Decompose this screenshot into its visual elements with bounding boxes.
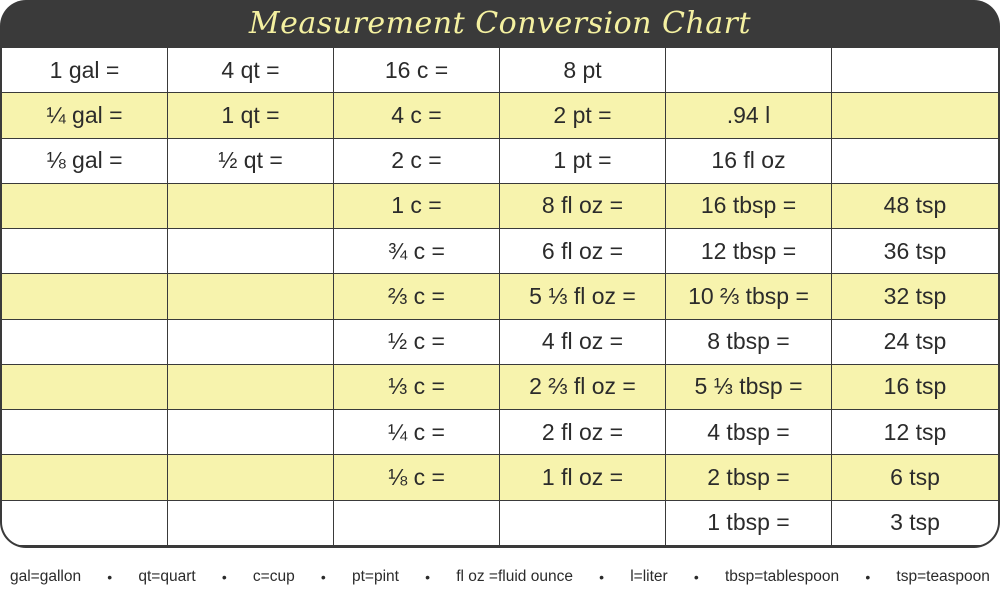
legend-item: c=cup bbox=[252, 568, 295, 585]
table-cell: 2 ⅔ fl oz = bbox=[500, 365, 665, 409]
legend-item: pt=pint bbox=[351, 568, 399, 585]
table-cell: ¼ c = bbox=[334, 410, 499, 454]
table-cell bbox=[168, 455, 333, 499]
table-cell: 8 fl oz = bbox=[500, 184, 665, 228]
table-cell bbox=[168, 274, 333, 318]
table-cell: 16 tbsp = bbox=[666, 184, 831, 228]
table-cell: 4 qt = bbox=[168, 48, 333, 92]
table-cell bbox=[500, 501, 665, 545]
table-cell: 12 tsp bbox=[832, 410, 998, 454]
table-cell: 16 fl oz bbox=[666, 139, 831, 183]
table-cell: 48 tsp bbox=[832, 184, 998, 228]
table-cell: 1 tbsp = bbox=[666, 501, 831, 545]
legend-item: tbsp=tablespoon bbox=[724, 568, 840, 585]
legend-separator: • bbox=[865, 569, 871, 585]
table-cell: ¼ gal = bbox=[2, 93, 167, 137]
table-cell: 2 fl oz = bbox=[500, 410, 665, 454]
table-cell: 2 tbsp = bbox=[666, 455, 831, 499]
legend-item: tsp=teaspoon bbox=[896, 568, 990, 585]
table-cell: 4 c = bbox=[334, 93, 499, 137]
table-cell: 1 gal = bbox=[2, 48, 167, 92]
table-cell bbox=[666, 48, 831, 92]
table-cell: 8 pt bbox=[500, 48, 665, 92]
table-cell: ½ qt = bbox=[168, 139, 333, 183]
table-cell: 2 c = bbox=[334, 139, 499, 183]
title-bar bbox=[0, 0, 1000, 48]
table-cell bbox=[168, 229, 333, 273]
table-cell bbox=[2, 274, 167, 318]
table-cell bbox=[2, 229, 167, 273]
table-cell: 4 tbsp = bbox=[666, 410, 831, 454]
conversion-table bbox=[2, 48, 998, 546]
legend-separator: • bbox=[320, 569, 326, 585]
legend-separator: • bbox=[221, 569, 227, 585]
table-cell bbox=[2, 410, 167, 454]
table-cell: .94 l bbox=[666, 93, 831, 137]
legend-separator: • bbox=[107, 569, 113, 585]
legend-separator: • bbox=[693, 569, 699, 585]
table-cell bbox=[2, 320, 167, 364]
table-cell: 6 fl oz = bbox=[500, 229, 665, 273]
table-cell bbox=[832, 48, 998, 92]
table-cell bbox=[168, 365, 333, 409]
table-cell: 1 pt = bbox=[500, 139, 665, 183]
table-cell bbox=[168, 410, 333, 454]
table-cell: ½ c = bbox=[334, 320, 499, 364]
table-cell: 12 tbsp = bbox=[666, 229, 831, 273]
legend-item: qt=quart bbox=[138, 568, 196, 585]
table-cell bbox=[168, 184, 333, 228]
table-cell: 1 c = bbox=[334, 184, 499, 228]
legend-separator: • bbox=[425, 569, 431, 585]
table-cell: 4 fl oz = bbox=[500, 320, 665, 364]
legend-item: gal=gallon bbox=[10, 568, 82, 585]
table-cell bbox=[2, 184, 167, 228]
table-cell: 10 ⅔ tbsp = bbox=[666, 274, 831, 318]
legend-separator: • bbox=[599, 569, 605, 585]
table-cell bbox=[2, 501, 167, 545]
table-cell: ⅓ c = bbox=[334, 365, 499, 409]
table-cell bbox=[832, 139, 998, 183]
table-cell bbox=[832, 93, 998, 137]
table-cell bbox=[2, 455, 167, 499]
table-cell: 1 qt = bbox=[168, 93, 333, 137]
table-cell: 16 c = bbox=[334, 48, 499, 92]
abbreviation-legend bbox=[0, 560, 1000, 594]
table-cell: ¾ c = bbox=[334, 229, 499, 273]
table-cell: 2 pt = bbox=[500, 93, 665, 137]
table-cell: 5 ⅓ fl oz = bbox=[500, 274, 665, 318]
chart-title: Measurement Conversion Chart bbox=[248, 6, 752, 41]
table-cell: 1 fl oz = bbox=[500, 455, 665, 499]
table-cell: 6 tsp bbox=[832, 455, 998, 499]
table-cell: ⅛ c = bbox=[334, 455, 499, 499]
table-cell bbox=[2, 365, 167, 409]
table-cell: 32 tsp bbox=[832, 274, 998, 318]
legend-item: l=liter bbox=[630, 568, 668, 585]
table-cell bbox=[168, 320, 333, 364]
legend-item: fl oz =fluid ounce bbox=[456, 568, 573, 585]
table-cell: 36 tsp bbox=[832, 229, 998, 273]
table-cell: 8 tbsp = bbox=[666, 320, 831, 364]
table-cell: ⅛ gal = bbox=[2, 139, 167, 183]
table-cell: 5 ⅓ tbsp = bbox=[666, 365, 831, 409]
table-cell: 16 tsp bbox=[832, 365, 998, 409]
table-cell bbox=[334, 501, 499, 545]
table-cell: 24 tsp bbox=[832, 320, 998, 364]
table-cell bbox=[168, 501, 333, 545]
table-cell: ⅔ c = bbox=[334, 274, 499, 318]
table-cell: 3 tsp bbox=[832, 501, 998, 545]
